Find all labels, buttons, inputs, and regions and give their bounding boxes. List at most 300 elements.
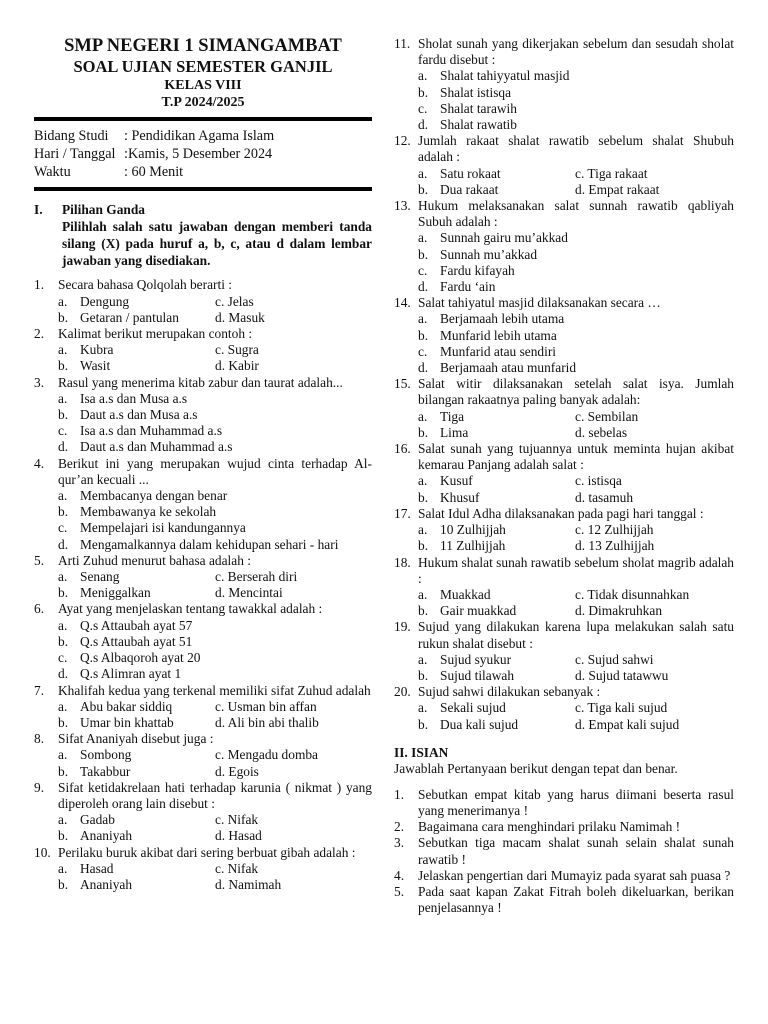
option-item bbox=[58, 537, 372, 553]
option-text: d. Namimah bbox=[215, 876, 282, 892]
essay-number: 5. bbox=[394, 883, 405, 899]
option-item bbox=[418, 603, 575, 619]
option-text: d. Empat rakaat bbox=[575, 181, 660, 197]
option-item bbox=[58, 520, 372, 536]
question-item bbox=[394, 684, 734, 733]
question-stem bbox=[34, 780, 372, 812]
question-number: 11. bbox=[394, 36, 411, 51]
exam-title: SOAL UJIAN SEMESTER GANJIL bbox=[73, 57, 333, 77]
essay-text: Sebutkan tiga macam shalat sunah selain shalat sunah rawatib ! bbox=[418, 835, 734, 867]
question-stem bbox=[34, 277, 372, 293]
option-item bbox=[58, 294, 215, 310]
option-text: c. Jelas bbox=[215, 293, 254, 309]
option-text: Wasit bbox=[80, 358, 111, 374]
option-row bbox=[58, 828, 372, 844]
option-item bbox=[58, 699, 215, 715]
option-letter: a. bbox=[58, 390, 68, 406]
question-number: 19. bbox=[394, 619, 411, 635]
option-row bbox=[58, 358, 372, 374]
option-text: Daut a.s dan Musa a.s bbox=[80, 407, 198, 423]
option-letter: b. bbox=[418, 181, 429, 197]
option-row bbox=[418, 425, 734, 441]
option-text: Gair muakkad bbox=[440, 603, 517, 619]
option-text: d. Dimakruhkan bbox=[575, 603, 663, 619]
question-stem bbox=[34, 375, 372, 391]
option-letter: a. bbox=[58, 617, 68, 633]
question-stem bbox=[394, 555, 734, 587]
option-row bbox=[58, 699, 372, 715]
option-item bbox=[418, 166, 575, 182]
option-item bbox=[58, 488, 372, 504]
option-letter: d. bbox=[58, 666, 69, 682]
header-divider-bottom bbox=[34, 187, 372, 191]
option-text: Membawanya ke sekolah bbox=[80, 504, 217, 520]
option-item bbox=[418, 344, 734, 360]
option-text: Munfarid atau sendiri bbox=[440, 343, 557, 359]
option-text: Khusuf bbox=[440, 489, 480, 505]
essay-number: 2. bbox=[394, 819, 405, 835]
option-text: Shalat tahiyyatul masjid bbox=[440, 68, 570, 84]
option-letter: a. bbox=[418, 522, 428, 538]
option-letter: a. bbox=[58, 747, 68, 763]
question-text: Sholat sunah yang dikerjakan sebelum dan sesudah sholat fardu disebut : bbox=[418, 36, 734, 68]
essay-question bbox=[394, 884, 734, 916]
info-label: Bidang Studi bbox=[34, 128, 109, 145]
option-row bbox=[58, 747, 372, 763]
option-letter: b. bbox=[418, 327, 429, 343]
option-item bbox=[418, 425, 575, 441]
option-text: c. Tidak disunnahkan bbox=[575, 586, 690, 602]
option-text: c. Sujud sahwi bbox=[575, 651, 654, 667]
option-row bbox=[418, 700, 734, 716]
option-text: d. Hasad bbox=[215, 828, 262, 844]
option-item bbox=[418, 328, 734, 344]
option-letter: d. bbox=[58, 536, 69, 552]
option-text: d. 13 Zulhijjah bbox=[575, 538, 655, 554]
question-text: Sifat ketidakrelaan hati terhadap karunia ( nikmat ) yang diperoleh orang lain disebut : bbox=[58, 779, 372, 811]
option-letter: a. bbox=[58, 812, 68, 828]
option-text: Umar bin khattab bbox=[80, 714, 174, 730]
option-text: c. Tiga rakaat bbox=[575, 165, 648, 181]
option-item bbox=[418, 101, 734, 117]
option-text: Kubra bbox=[80, 342, 114, 358]
option-text: Daut a.s dan Muhammad a.s bbox=[80, 439, 233, 455]
option-letter: a. bbox=[58, 860, 68, 876]
option-text: Shalat rawatib bbox=[440, 117, 517, 133]
essay-question bbox=[394, 819, 734, 835]
option-item bbox=[58, 812, 215, 828]
option-item bbox=[58, 634, 372, 650]
question-item bbox=[34, 780, 372, 845]
option-item bbox=[418, 279, 734, 295]
option-letter: a. bbox=[58, 569, 68, 585]
question-text: Sifat Ananiyah disebut juga : bbox=[58, 731, 214, 747]
question-number: 7. bbox=[34, 682, 45, 698]
section-essay-instruction: Jawablah Pertanyaan berikut dengan tepat dan benar. bbox=[394, 760, 678, 776]
question-list-left bbox=[34, 277, 372, 893]
option-row bbox=[58, 342, 372, 358]
option-letter: b. bbox=[418, 84, 429, 100]
right-column bbox=[394, 36, 734, 916]
option-letter: a. bbox=[58, 293, 68, 309]
option-text: Ananiyah bbox=[80, 876, 133, 892]
question-stem bbox=[34, 845, 372, 861]
option-letter: d. bbox=[418, 117, 429, 133]
question-stem bbox=[394, 295, 734, 311]
question-stem bbox=[34, 683, 372, 699]
question-stem bbox=[34, 553, 372, 569]
option-text: 10 Zulhijjah bbox=[440, 522, 506, 538]
option-text: Isa a.s dan Muhammad a.s bbox=[80, 423, 223, 439]
question-item bbox=[34, 731, 372, 780]
option-text: Sombong bbox=[80, 747, 132, 763]
option-item bbox=[418, 263, 734, 279]
section-number: I. bbox=[34, 202, 43, 218]
section-multiple-choice-title bbox=[34, 201, 372, 218]
option-letter: a. bbox=[418, 68, 428, 84]
question-number: 20. bbox=[394, 684, 411, 700]
option-item bbox=[418, 522, 575, 538]
option-text: d. Kabir bbox=[215, 358, 259, 374]
option-text: Q.s Albaqoroh ayat 20 bbox=[80, 650, 201, 666]
option-letter: b. bbox=[418, 667, 429, 683]
question-text: Ayat yang menjelaskan tentang tawakkal adalah : bbox=[58, 601, 323, 617]
option-letter: a. bbox=[418, 651, 428, 667]
option-text: Kusuf bbox=[440, 473, 473, 489]
essay-text: Pada saat kapan Zakat Fitrah boleh dikeluarkan, berikan penjelasannya ! bbox=[418, 883, 734, 916]
option-text: c. Tiga kali sujud bbox=[575, 700, 668, 716]
option-row bbox=[58, 569, 372, 585]
option-item bbox=[418, 700, 575, 716]
left-column bbox=[34, 36, 372, 893]
option-text: Sunnah mu’akkad bbox=[440, 246, 538, 262]
option-letter: a. bbox=[418, 165, 428, 181]
question-stem bbox=[34, 601, 372, 617]
option-text: d. sebelas bbox=[575, 424, 628, 440]
option-text: d. Sujud tatawwu bbox=[575, 667, 669, 683]
option-letter: b. bbox=[58, 876, 69, 892]
option-row bbox=[58, 310, 372, 326]
option-item bbox=[418, 85, 734, 101]
option-item bbox=[58, 585, 215, 601]
option-letter: c. bbox=[58, 423, 68, 439]
option-letter: b. bbox=[418, 716, 429, 732]
question-text: Salat witir dilaksanakan setelah salat isya. Jumlah bilangan rakaatnya paling banyak adalah: bbox=[418, 376, 734, 408]
option-item bbox=[58, 861, 215, 877]
option-text: Dua rakaat bbox=[440, 181, 499, 197]
option-text: Gadab bbox=[80, 812, 115, 828]
question-stem bbox=[394, 133, 734, 165]
option-text: Getaran / pantulan bbox=[80, 309, 179, 325]
option-letter: a. bbox=[418, 408, 428, 424]
question-item bbox=[34, 683, 372, 732]
option-item bbox=[418, 409, 575, 425]
option-letter: b. bbox=[58, 585, 69, 601]
question-stem bbox=[394, 619, 734, 651]
option-letter: b. bbox=[418, 424, 429, 440]
question-item bbox=[34, 277, 372, 326]
question-text: Arti Zuhud menurut bahasa adalah : bbox=[58, 552, 251, 568]
option-text: c. Sembilan bbox=[575, 408, 639, 424]
question-text: Salat Idul Adha dilaksanakan pada pagi hari tanggal : bbox=[418, 505, 704, 521]
grade-label: KELAS VIII bbox=[164, 78, 242, 94]
option-letter: a. bbox=[58, 342, 68, 358]
question-text: Perilaku buruk akibat dari sering berbuat gibah adalah : bbox=[58, 844, 356, 860]
option-text: Munfarid lebih utama bbox=[440, 327, 557, 343]
option-letter: a. bbox=[58, 698, 68, 714]
question-number: 15. bbox=[394, 376, 411, 392]
question-item bbox=[34, 845, 372, 894]
question-stem bbox=[394, 684, 734, 700]
option-letter: a. bbox=[58, 488, 68, 504]
option-text: d. Masuk bbox=[215, 309, 265, 325]
question-item bbox=[394, 441, 734, 506]
info-value: : Pendidikan Agama Islam bbox=[124, 128, 275, 145]
question-item bbox=[394, 295, 734, 376]
option-letter: b. bbox=[58, 763, 69, 779]
option-text: c. Nifak bbox=[215, 812, 259, 828]
question-stem bbox=[394, 506, 734, 522]
option-text: 11 Zulhijjah bbox=[440, 538, 506, 554]
essay-text: Sebutkan empat kitab yang harus diimani beserta rasul yang menerimanya ! bbox=[418, 786, 734, 818]
option-item bbox=[418, 311, 734, 327]
question-number: 16. bbox=[394, 441, 411, 457]
option-text: Sujud syukur bbox=[440, 651, 512, 667]
essay-text: Jelaskan pengertian dari Mumayiz pada syarat sah puasa ? bbox=[418, 867, 731, 883]
question-number: 13. bbox=[394, 198, 411, 214]
option-letter: d. bbox=[58, 439, 69, 455]
option-letter: b. bbox=[58, 828, 69, 844]
option-text: Sunnah gairu mu’akkad bbox=[440, 230, 568, 246]
option-letter: b. bbox=[58, 633, 69, 649]
option-letter: b. bbox=[418, 489, 429, 505]
option-row bbox=[418, 538, 734, 554]
option-letter: c. bbox=[58, 650, 68, 666]
info-label: Waktu bbox=[34, 164, 71, 181]
option-item bbox=[418, 668, 575, 684]
option-letter: a. bbox=[418, 230, 428, 246]
option-row bbox=[418, 603, 734, 619]
option-letter: c. bbox=[418, 100, 428, 116]
option-letter: d. bbox=[418, 360, 429, 376]
question-number: 1. bbox=[34, 277, 45, 293]
school-year: T.P 2024/2025 bbox=[161, 95, 245, 111]
option-text: Fardu kifayah bbox=[440, 262, 515, 278]
option-item bbox=[58, 342, 215, 358]
option-item bbox=[58, 439, 372, 455]
option-text: Q.s Attaubah ayat 57 bbox=[80, 617, 193, 633]
option-text: Fardu ‘ain bbox=[440, 279, 496, 295]
question-text: Salat sunah yang tujuannya untuk meminta hujan akibat kemarau Panjang adalah salat : bbox=[418, 441, 734, 473]
exam-info bbox=[34, 127, 372, 181]
info-label: Hari / Tanggal bbox=[34, 146, 116, 163]
question-text: Khalifah kedua yang terkenal memiliki sifat Zuhud adalah bbox=[58, 682, 371, 698]
question-number: 12. bbox=[394, 133, 411, 149]
option-text: Q.s Alimran ayat 1 bbox=[80, 666, 182, 682]
question-number: 5. bbox=[34, 552, 45, 568]
option-row bbox=[418, 182, 734, 198]
option-item bbox=[58, 504, 372, 520]
option-text: Tiga bbox=[440, 408, 465, 424]
question-text: Salat tahiyatul masjid dilaksanakan secara … bbox=[418, 295, 661, 311]
section-essay-title: II. ISIAN bbox=[394, 744, 449, 760]
question-number: 6. bbox=[34, 601, 45, 617]
option-letter: a. bbox=[418, 311, 428, 327]
question-item bbox=[34, 375, 372, 456]
option-row bbox=[418, 587, 734, 603]
option-item bbox=[418, 652, 575, 668]
option-item bbox=[58, 358, 215, 374]
question-number: 17. bbox=[394, 505, 411, 521]
question-text: Jumlah rakaat shalat rawatib sebelum shalat Shubuh adalah : bbox=[418, 133, 734, 165]
option-item bbox=[58, 423, 372, 439]
essay-question bbox=[394, 787, 734, 819]
option-row bbox=[418, 668, 734, 684]
option-item bbox=[418, 538, 575, 554]
option-text: Mempelajari isi kandungannya bbox=[80, 520, 246, 536]
option-text: Dua kali sujud bbox=[440, 716, 519, 732]
option-item bbox=[58, 828, 215, 844]
option-letter: c. bbox=[418, 343, 428, 359]
option-text: c. Berserah diri bbox=[215, 569, 298, 585]
option-row bbox=[418, 717, 734, 733]
option-text: d. Egois bbox=[215, 763, 259, 779]
option-letter: c. bbox=[418, 262, 428, 278]
option-item bbox=[418, 717, 575, 733]
option-text: c. Nifak bbox=[215, 860, 259, 876]
section-instruction: Pilihlah salah satu jawaban dengan memberi tanda silang (X) pada huruf a, b, c, atau d dalam lembar jawaban yang disediakan. bbox=[62, 219, 372, 269]
question-item bbox=[34, 326, 372, 375]
essay-text: Bagaimana cara menghindari prilaku Namimah ! bbox=[418, 819, 681, 835]
info-row-subject bbox=[34, 127, 372, 145]
essay-question-list bbox=[394, 787, 734, 917]
question-stem bbox=[34, 731, 372, 747]
option-item bbox=[418, 182, 575, 198]
option-text: c. Mengadu domba bbox=[215, 747, 319, 763]
option-letter: b. bbox=[58, 714, 69, 730]
option-letter: b. bbox=[58, 309, 69, 325]
option-letter: d. bbox=[418, 279, 429, 295]
option-letter: a. bbox=[418, 586, 428, 602]
option-row bbox=[58, 861, 372, 877]
option-row bbox=[418, 522, 734, 538]
option-item bbox=[58, 715, 215, 731]
option-row bbox=[58, 715, 372, 731]
option-text: Mengamalkannya dalam kehidupan sehari - hari bbox=[80, 536, 339, 552]
option-row bbox=[418, 490, 734, 506]
option-row bbox=[418, 652, 734, 668]
option-item bbox=[418, 230, 734, 246]
question-text: Hukum melaksanakan salat sunnah rawatib qabliyah Subuh adalah : bbox=[418, 198, 734, 230]
option-row bbox=[418, 166, 734, 182]
option-text: d. Ali bin abi thalib bbox=[215, 714, 319, 730]
option-letter: b. bbox=[58, 407, 69, 423]
option-item bbox=[58, 310, 215, 326]
essay-number: 3. bbox=[394, 835, 405, 851]
option-item bbox=[58, 877, 215, 893]
option-text: Meniggalkan bbox=[80, 585, 151, 601]
question-item bbox=[394, 198, 734, 295]
option-text: c. Usman bin affan bbox=[215, 698, 317, 714]
option-text: Shalat tarawih bbox=[440, 100, 517, 116]
option-text: Hasad bbox=[80, 860, 114, 876]
option-item bbox=[418, 473, 575, 489]
option-item bbox=[58, 747, 215, 763]
question-item bbox=[394, 36, 734, 133]
option-text: d. tasamuh bbox=[575, 489, 634, 505]
question-text: Secara bahasa Qolqolah berarti : bbox=[58, 277, 232, 293]
option-text: c. 12 Zulhijjah bbox=[575, 522, 654, 538]
option-letter: b. bbox=[58, 504, 69, 520]
option-text: Senang bbox=[80, 569, 120, 585]
essay-number: 1. bbox=[394, 786, 405, 802]
info-value: : 60 Menit bbox=[124, 164, 184, 181]
option-text: Dengung bbox=[80, 293, 130, 309]
essay-question bbox=[394, 835, 734, 867]
essay-question bbox=[394, 868, 734, 884]
question-number: 14. bbox=[394, 295, 411, 311]
question-item bbox=[34, 601, 372, 682]
section-title-text: Pilihan Ganda bbox=[62, 202, 145, 218]
option-letter: a. bbox=[418, 473, 428, 489]
question-number: 8. bbox=[34, 731, 45, 747]
option-row bbox=[58, 877, 372, 893]
option-text: c. Sugra bbox=[215, 342, 259, 358]
school-name: SMP NEGERI 1 SIMANGAMBAT bbox=[64, 36, 342, 56]
option-item bbox=[418, 247, 734, 263]
option-text: Ananiyah bbox=[80, 828, 133, 844]
essay-number: 4. bbox=[394, 867, 405, 883]
option-item bbox=[418, 587, 575, 603]
question-item bbox=[34, 456, 372, 553]
option-text: Lima bbox=[440, 424, 469, 440]
question-text: Berikut ini yang merupakan wujud cinta terhadap Al-qur’an kecuali ... bbox=[58, 455, 372, 487]
question-item bbox=[394, 619, 734, 684]
option-item bbox=[58, 407, 372, 423]
question-number: 2. bbox=[34, 326, 45, 342]
option-letter: c. bbox=[58, 520, 68, 536]
option-item bbox=[58, 391, 372, 407]
option-item bbox=[418, 68, 734, 84]
option-letter: b. bbox=[58, 358, 69, 374]
option-item bbox=[418, 117, 734, 133]
question-stem bbox=[394, 441, 734, 473]
option-letter: b. bbox=[418, 246, 429, 262]
info-row-time bbox=[34, 163, 372, 181]
option-item bbox=[58, 618, 372, 634]
question-item bbox=[394, 133, 734, 198]
option-item bbox=[58, 666, 372, 682]
question-number: 4. bbox=[34, 455, 45, 471]
option-item bbox=[58, 764, 215, 780]
option-row bbox=[58, 764, 372, 780]
question-stem bbox=[394, 36, 734, 68]
option-row bbox=[58, 585, 372, 601]
option-text: Berjamaah atau munfarid bbox=[440, 360, 577, 376]
question-number: 9. bbox=[34, 779, 45, 795]
question-item bbox=[394, 555, 734, 620]
question-text: Kalimat berikut merupakan contoh : bbox=[58, 326, 253, 342]
option-text: Membacanya dengan benar bbox=[80, 488, 228, 504]
question-text: Sujud sahwi dilakukan sebanyak : bbox=[418, 684, 601, 700]
option-text: Sekali sujud bbox=[440, 700, 506, 716]
option-item bbox=[58, 569, 215, 585]
option-letter: b. bbox=[418, 538, 429, 554]
option-item bbox=[418, 360, 734, 376]
question-item bbox=[394, 376, 734, 441]
question-list-right bbox=[394, 36, 734, 733]
question-number: 18. bbox=[394, 554, 411, 570]
